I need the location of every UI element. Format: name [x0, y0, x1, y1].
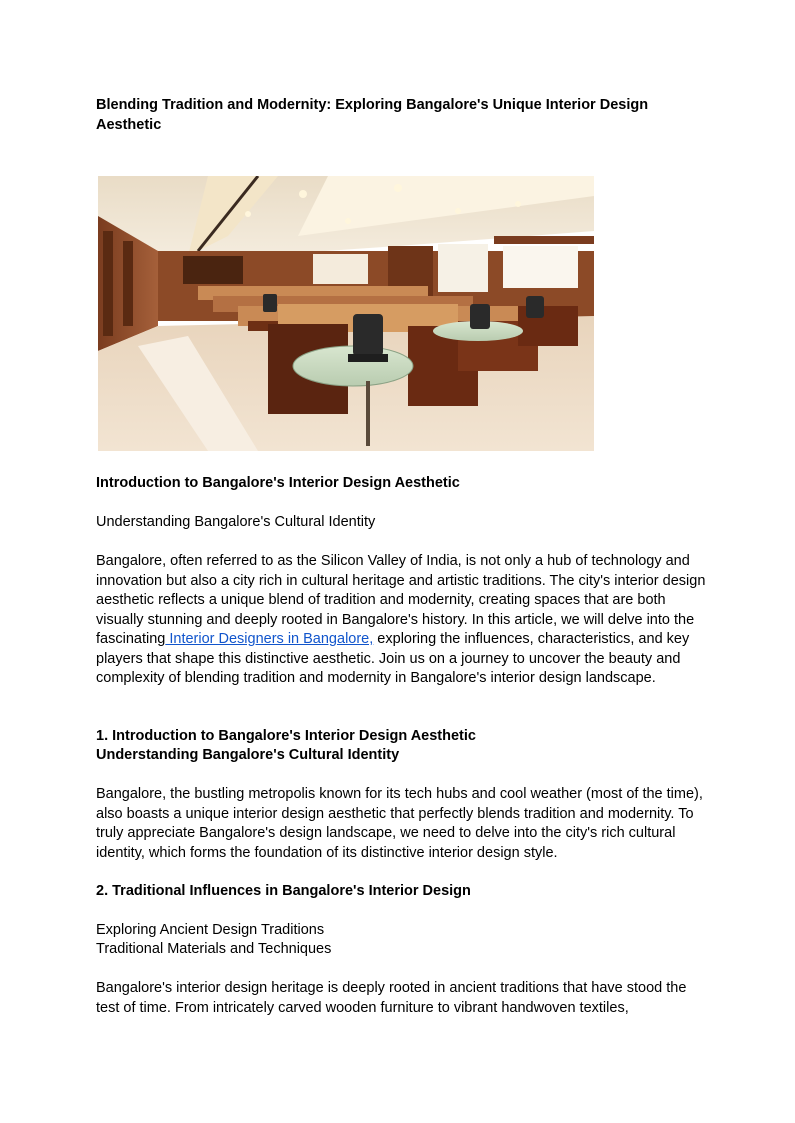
materials-techniques-subheading: Traditional Materials and Techniques	[96, 941, 332, 957]
office-interior-image	[98, 176, 594, 451]
section2-paragraph: Bangalore's interior design heritage is deeply rooted in ancient traditions that have stood the test of time. From intricately carved wooden furniture to vibrant handwoven textiles,	[96, 980, 687, 1016]
interior-designers-link[interactable]: Interior Designers in Bangalore,	[165, 631, 374, 647]
section2-heading: 2. Traditional Influences in Bangalore's Interior Design	[96, 883, 471, 899]
section1-heading: 1. Introduction to Bangalore's Interior Design Aesthetic	[96, 728, 476, 744]
document-page	[96, 95, 706, 1016]
intro-paragraph-text: Bangalore, often referred to as the Silicon Valley of India, is not only a hub of technology and innovation but also a city rich in cultural heritage and artistic traditions. The city's interior design aesthetic reflects a unique blend of tradition and modernity, creating spaces that are both visually stunning and deeply rooted in Bangalore's history. In this article, we will delve into the fascinating	[96, 553, 706, 647]
intro-paragraph-continued: exploring the influences, characteristics, and key players that shape this distinctive aesthetic. Join us on a journey to uncover the beauty and complexity of blending tradition and modernity in Bangalore's interior design landscape.	[96, 631, 690, 686]
document-title: Blending Tradition and Modernity: Exploring Bangalore's Unique Interior Design Aesthetic	[96, 97, 649, 133]
section1-subheading: Understanding Bangalore's Cultural Identity	[96, 747, 400, 763]
intro-paragraph	[96, 552, 706, 689]
office-photo-illustration	[98, 176, 594, 451]
intro-heading: Introduction to Bangalore's Interior Design Aesthetic	[96, 475, 460, 491]
ancient-traditions-subheading: Exploring Ancient Design Traditions	[96, 922, 325, 938]
cultural-identity-subheading: Understanding Bangalore's Cultural Identity	[96, 514, 376, 530]
section1-paragraph: Bangalore, the bustling metropolis known for its tech hubs and cool weather (most of the time), also boasts a unique interior design aesthetic that perfectly blends tradition and modernity. To truly appreciate Bangalore's design landscape, we need to delve into the city's rich cultural identity, which forms the foundation of its distinctive interior design style.	[96, 786, 703, 861]
